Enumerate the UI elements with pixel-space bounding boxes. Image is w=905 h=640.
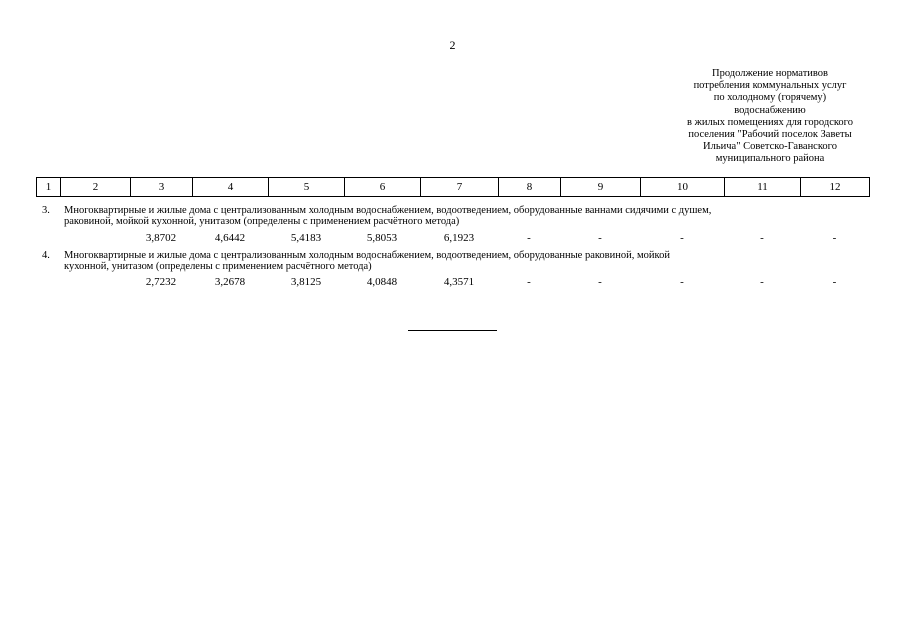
column-number-cell: 7 <box>421 178 499 197</box>
header-note-line: поселения "Рабочий поселок Заветы <box>688 129 852 141</box>
value-cell: 4,6442 <box>214 232 246 244</box>
row-description <box>64 205 869 227</box>
row-description-line: Многоквартирные и жилые дома с централизованным холодным водоснабжением, водоотведением, оборудованные ваннами сидячими с душем, <box>64 205 712 216</box>
value-cell: - <box>760 232 764 244</box>
value-cell: 3,8702 <box>145 232 177 244</box>
row-description-line: Многоквартирные и жилые дома с централизованным холодным водоснабжением, водоотведением, оборудованные раковиной, мойкой <box>64 250 670 261</box>
row-description-line: кухонной, унитазом (определены с применением расчётного метода) <box>64 261 372 272</box>
header-note-line: Ильича" Советско-Гаванского <box>703 141 837 153</box>
row-3-values <box>36 231 869 245</box>
header-note-line: муниципального района <box>715 153 825 165</box>
column-number-cell: 2 <box>61 178 131 197</box>
header-note-line: потребления коммунальных услуг <box>693 80 847 92</box>
value-cell: 4,0848 <box>366 276 398 288</box>
row-4-values <box>36 275 869 289</box>
column-number-cell: 11 <box>725 178 801 197</box>
value-cell: 5,8053 <box>366 232 398 244</box>
row-description <box>64 250 869 272</box>
column-number-table <box>36 177 870 197</box>
value-cell: - <box>527 276 531 288</box>
value-cell: - <box>832 232 837 244</box>
value-cell: - <box>598 232 602 244</box>
column-number-cell: 4 <box>193 178 269 197</box>
value-cell: - <box>680 232 684 244</box>
column-number-cell: 5 <box>269 178 345 197</box>
row-description-line: раковиной, мойкой кухонной, унитазом (определены с применением расчётного метода) <box>64 216 460 227</box>
column-number-cell: 12 <box>801 178 870 197</box>
column-number-cell: 9 <box>561 178 641 197</box>
header-note-line: в жилых помещениях для городского <box>687 116 853 128</box>
value-cell: 3,2678 <box>214 276 246 288</box>
header-note-line: по холодному (горячему) <box>713 92 827 104</box>
value-cell: 4,3571 <box>443 276 475 288</box>
column-number-cell: 8 <box>499 178 561 197</box>
header-note-line: Продолжение нормативов <box>712 68 828 79</box>
page-number: 2 <box>449 38 456 52</box>
value-cell: 6,1923 <box>443 232 475 244</box>
header-note <box>650 68 890 166</box>
column-number-cell: 6 <box>345 178 421 197</box>
value-cell: - <box>680 276 684 288</box>
value-cell: - <box>527 232 531 244</box>
value-cell: - <box>598 276 602 288</box>
value-cell: 3,8125 <box>290 276 322 288</box>
value-cell: - <box>760 276 764 288</box>
value-cell: 5,4183 <box>290 232 322 244</box>
row-number: 3. <box>42 205 50 216</box>
row-number: 4. <box>42 250 50 261</box>
value-cell: 2,7232 <box>145 276 177 288</box>
column-number-cell: 3 <box>131 178 193 197</box>
header-note-line: водоснабжению <box>734 104 806 116</box>
value-cell: - <box>832 276 837 288</box>
footer-rule <box>408 330 497 331</box>
column-number-cell: 10 <box>641 178 725 197</box>
column-number-cell: 1 <box>37 178 61 197</box>
column-number-row <box>37 178 870 197</box>
